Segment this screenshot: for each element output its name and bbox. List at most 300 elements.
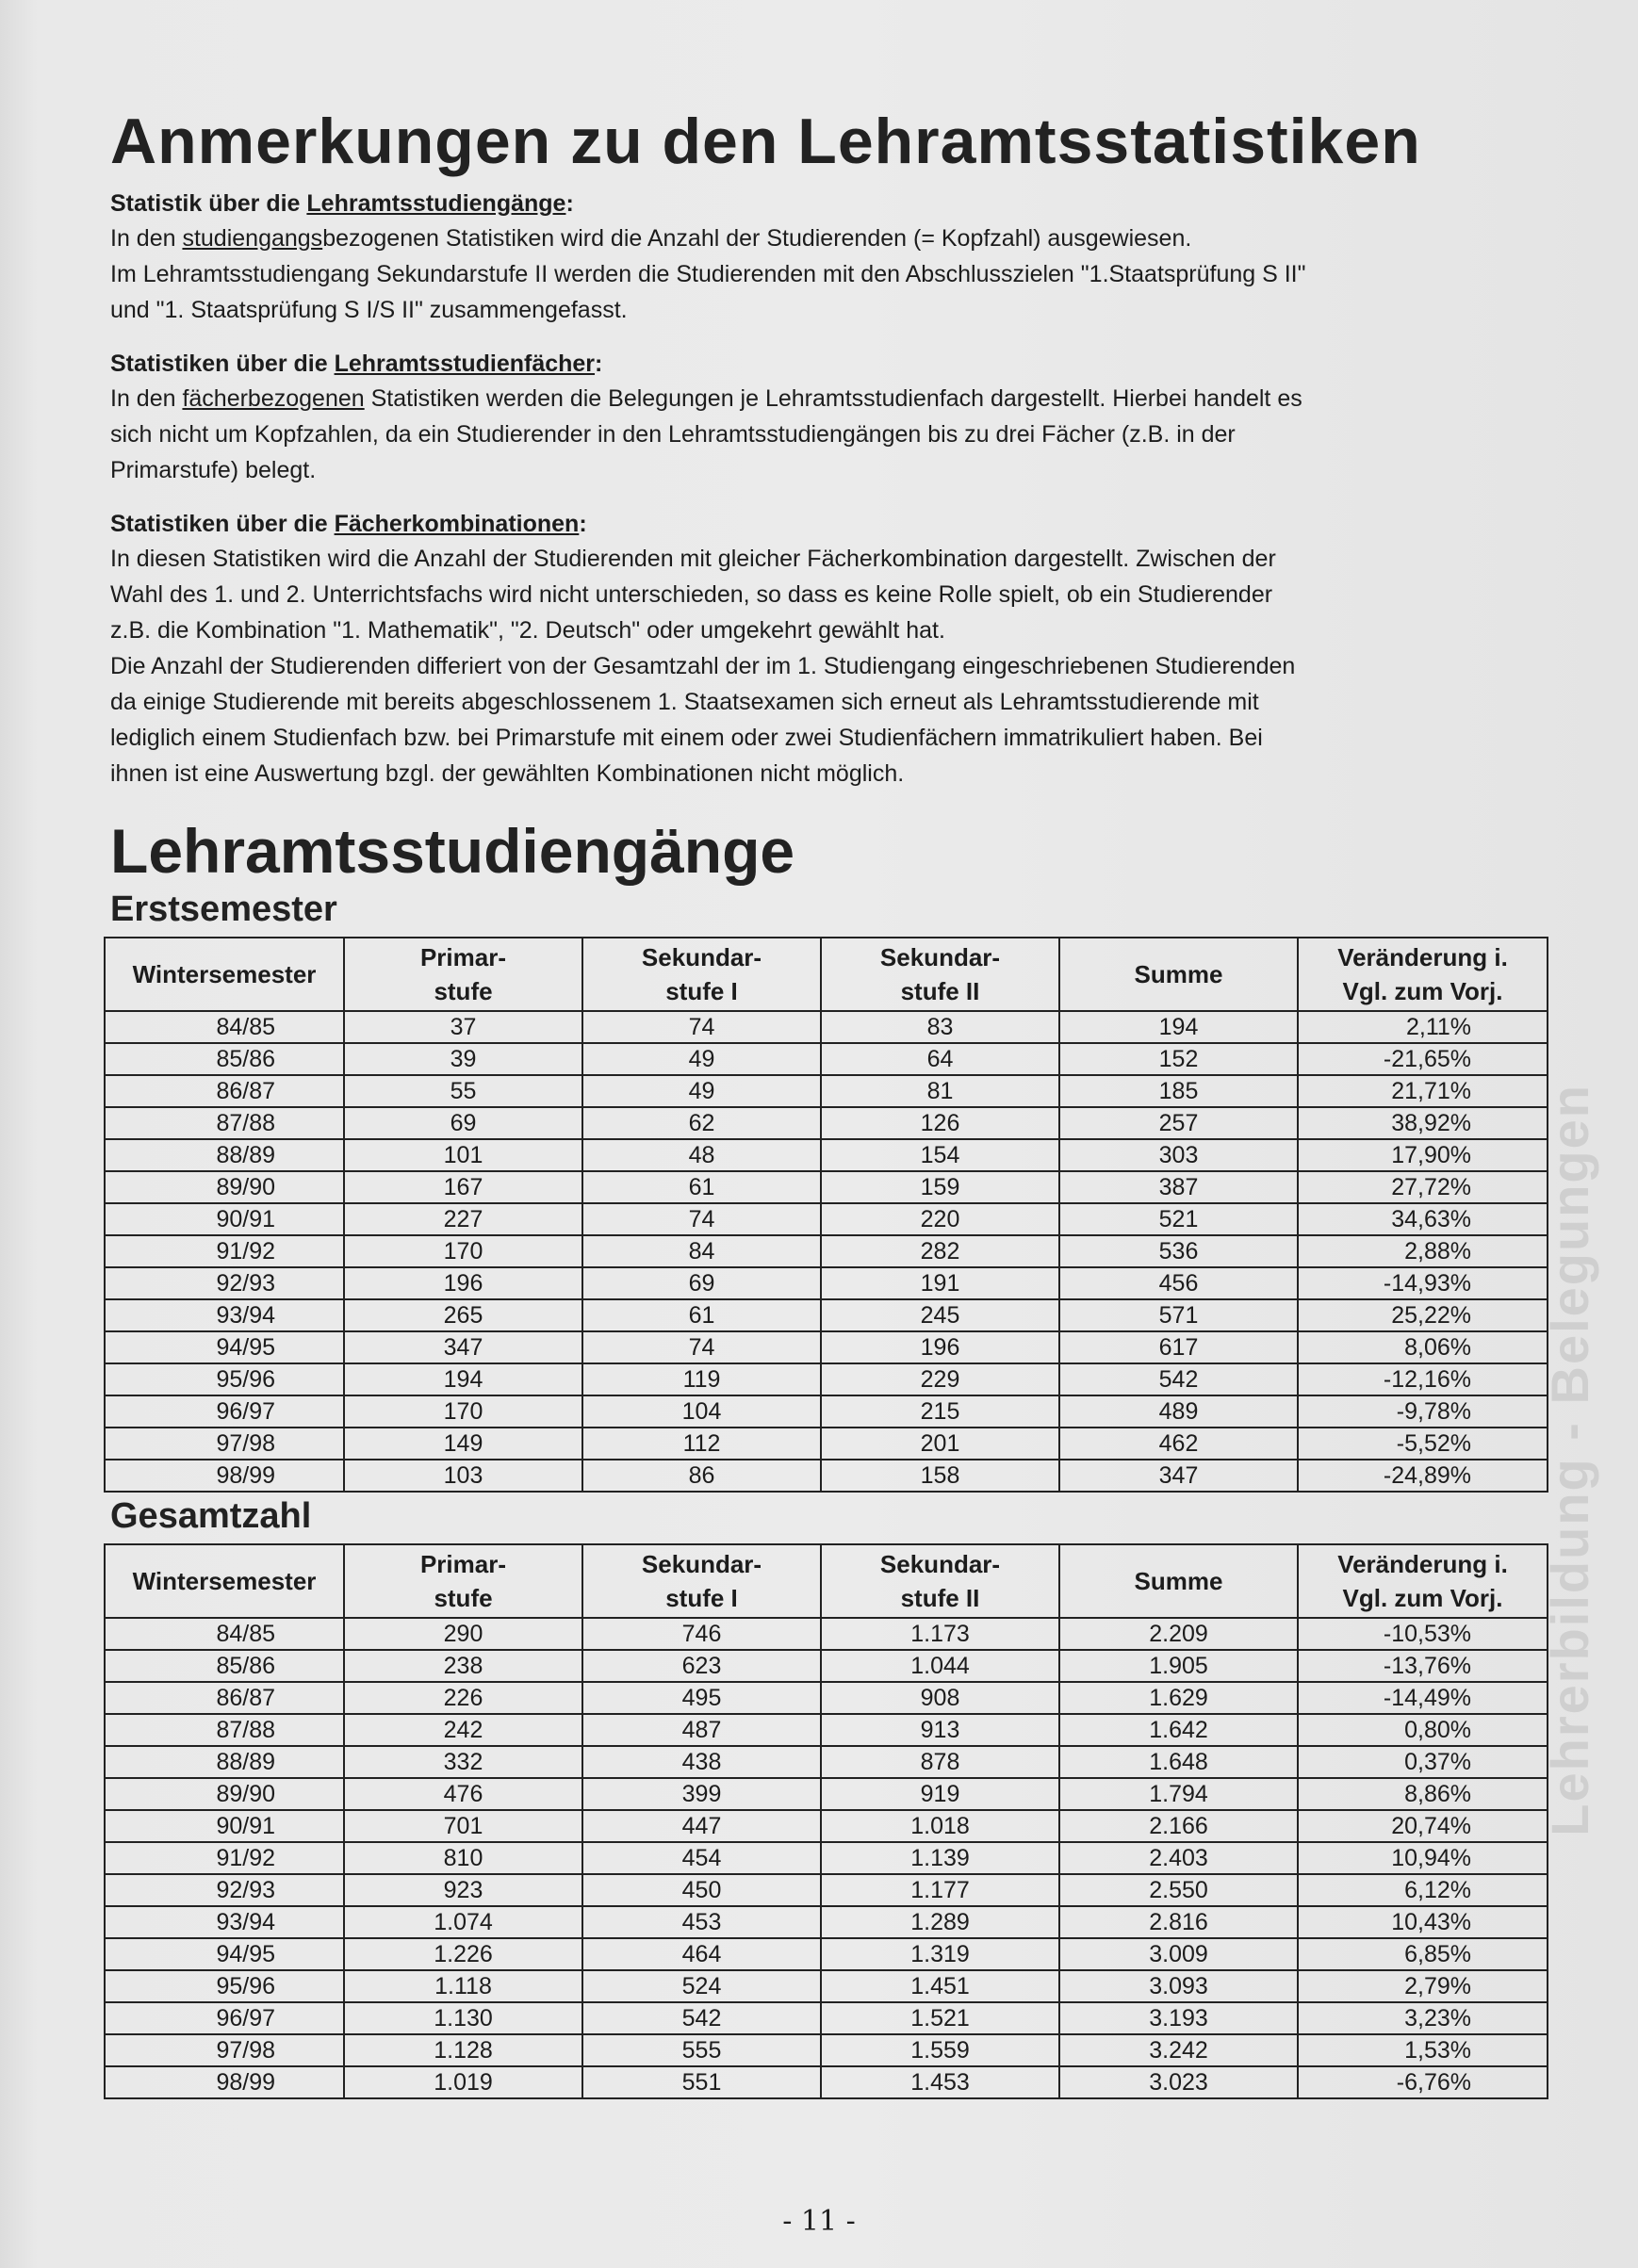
primarstufe-cell: 101 <box>344 1139 582 1171</box>
header-label: Vgl. zum Vorj. <box>1342 1584 1503 1612</box>
header-wintersemester <box>105 1544 344 1618</box>
semester-cell: 92/93 <box>105 1267 344 1299</box>
header-label: stufe <box>434 977 493 1005</box>
header-label: Vgl. zum Vorj. <box>1342 977 1503 1005</box>
data-table <box>104 937 1548 1493</box>
veraenderung-cell: 0,37% <box>1298 1746 1548 1778</box>
semester-cell: 95/96 <box>105 1970 344 2002</box>
primarstufe-cell: 923 <box>344 1874 582 1906</box>
sekundarstufe-2-cell: 1.453 <box>821 2066 1059 2098</box>
sekundarstufe-1-cell: 623 <box>582 1650 821 1682</box>
veraenderung-cell: -6,76% <box>1298 2066 1548 2098</box>
primarstufe-cell: 476 <box>344 1778 582 1810</box>
veraenderung-cell: 34,63% <box>1298 1203 1548 1235</box>
header-label: Sekundar- <box>879 943 1001 971</box>
note-text: In diesen Statistiken wird die Anzahl der Studierenden mit gleicher Fächerkombination dargestellt. Zwischen der <box>110 546 1276 572</box>
summe-cell: 1.794 <box>1059 1778 1298 1810</box>
table-wrapper <box>110 937 1552 1493</box>
veraenderung-cell: -24,89% <box>1298 1460 1548 1492</box>
veraenderung-cell: -5,52% <box>1298 1428 1548 1460</box>
veraenderung-cell: -14,49% <box>1298 1682 1548 1714</box>
header-sekundarstufe-2 <box>821 938 1059 1011</box>
note-line <box>110 452 1552 488</box>
note-line <box>110 220 1552 256</box>
page-number: - 11 - <box>782 2205 856 2238</box>
note-section <box>110 347 1552 488</box>
summe-cell: 1.629 <box>1059 1682 1298 1714</box>
sekundarstufe-2-cell: 919 <box>821 1778 1059 1810</box>
sekundarstufe-2-cell: 191 <box>821 1267 1059 1299</box>
data-table <box>104 1543 1548 2099</box>
sekundarstufe-2-cell: 1.451 <box>821 1970 1059 2002</box>
bleed-through-text: Lehrerbildung - Belegungen <box>1540 1084 1599 1836</box>
header-label: Wintersemester <box>132 960 317 988</box>
table-row <box>105 1171 1548 1203</box>
summe-cell: 2.166 <box>1059 1810 1298 1842</box>
primarstufe-cell: 1.226 <box>344 1938 582 1970</box>
note-section <box>110 187 1552 328</box>
table-row <box>105 1075 1548 1107</box>
sekundarstufe-1-cell: 74 <box>582 1331 821 1363</box>
summe-cell: 536 <box>1059 1235 1298 1267</box>
header-summe <box>1059 938 1298 1011</box>
sekundarstufe-2-cell: 1.319 <box>821 1938 1059 1970</box>
summe-cell: 185 <box>1059 1075 1298 1107</box>
note-heading <box>110 347 1552 381</box>
sekundarstufe-2-cell: 158 <box>821 1460 1059 1492</box>
note-line <box>110 256 1552 292</box>
primarstufe-cell: 1.130 <box>344 2002 582 2034</box>
semester-cell: 93/94 <box>105 1299 344 1331</box>
semester-cell: 87/88 <box>105 1107 344 1139</box>
header-label: stufe II <box>900 977 980 1005</box>
table-row <box>105 1906 1548 1938</box>
summe-cell: 571 <box>1059 1299 1298 1331</box>
sekundarstufe-1-cell: 555 <box>582 2034 821 2066</box>
table-row <box>105 1650 1548 1682</box>
sekundarstufe-1-cell: 112 <box>582 1428 821 1460</box>
note-line <box>110 577 1552 612</box>
note-text: In den <box>110 225 183 252</box>
sekundarstufe-2-cell: 1.044 <box>821 1650 1059 1682</box>
note-line <box>110 684 1552 720</box>
primarstufe-cell: 701 <box>344 1810 582 1842</box>
header-row <box>105 1544 1548 1618</box>
semester-cell: 84/85 <box>105 1011 344 1043</box>
semester-cell: 85/86 <box>105 1650 344 1682</box>
sekundarstufe-2-cell: 1.521 <box>821 2002 1059 2034</box>
semester-cell: 87/88 <box>105 1714 344 1746</box>
header-label: stufe II <box>900 1584 980 1612</box>
veraenderung-cell: 8,06% <box>1298 1331 1548 1363</box>
summe-cell: 152 <box>1059 1043 1298 1075</box>
note-heading-suffix: : <box>579 511 587 537</box>
veraenderung-cell: -13,76% <box>1298 1650 1548 1682</box>
header-label: Sekundar- <box>641 1550 762 1578</box>
semester-cell: 97/98 <box>105 1428 344 1460</box>
semester-cell: 91/92 <box>105 1235 344 1267</box>
primarstufe-cell: 55 <box>344 1075 582 1107</box>
summe-cell: 542 <box>1059 1363 1298 1395</box>
table-row <box>105 1874 1548 1906</box>
note-line <box>110 541 1552 577</box>
primarstufe-cell: 1.019 <box>344 2066 582 2098</box>
sekundarstufe-2-cell: 1.559 <box>821 2034 1059 2066</box>
summe-cell: 2.550 <box>1059 1874 1298 1906</box>
semester-cell: 96/97 <box>105 1395 344 1428</box>
table-row <box>105 1107 1548 1139</box>
sekundarstufe-2-cell: 83 <box>821 1011 1059 1043</box>
section-title: Lehramtsstudiengänge <box>110 816 795 886</box>
note-heading <box>110 187 1552 220</box>
note-text-underlined: studiengangs <box>182 225 323 252</box>
veraenderung-cell: -9,78% <box>1298 1395 1548 1428</box>
veraenderung-cell: -12,16% <box>1298 1363 1548 1395</box>
table-row <box>105 1842 1548 1874</box>
sekundarstufe-2-cell: 229 <box>821 1363 1059 1395</box>
veraenderung-cell: -10,53% <box>1298 1618 1548 1650</box>
sekundarstufe-1-cell: 542 <box>582 2002 821 2034</box>
sekundarstufe-1-cell: 119 <box>582 1363 821 1395</box>
note-line <box>110 416 1552 452</box>
semester-cell: 92/93 <box>105 1874 344 1906</box>
veraenderung-cell: 21,71% <box>1298 1075 1548 1107</box>
table-row <box>105 1714 1548 1746</box>
sekundarstufe-2-cell: 220 <box>821 1203 1059 1235</box>
semester-cell: 88/89 <box>105 1746 344 1778</box>
sekundarstufe-1-cell: 524 <box>582 1970 821 2002</box>
header-label: stufe I <box>665 977 738 1005</box>
table-row <box>105 1618 1548 1650</box>
veraenderung-cell: -21,65% <box>1298 1043 1548 1075</box>
summe-cell: 1.905 <box>1059 1650 1298 1682</box>
sekundarstufe-2-cell: 1.139 <box>821 1842 1059 1874</box>
header-label: Summe <box>1134 1567 1223 1595</box>
table-row <box>105 1938 1548 1970</box>
semester-cell: 91/92 <box>105 1842 344 1874</box>
veraenderung-cell: 0,80% <box>1298 1714 1548 1746</box>
note-heading-underlined: Lehramtsstudienfächer <box>334 351 596 377</box>
primarstufe-cell: 265 <box>344 1299 582 1331</box>
summe-cell: 3.242 <box>1059 2034 1298 2066</box>
primarstufe-cell: 196 <box>344 1267 582 1299</box>
note-text: In den <box>110 385 183 412</box>
sekundarstufe-1-cell: 49 <box>582 1075 821 1107</box>
note-heading-prefix: Statistik über die <box>110 190 307 217</box>
summe-cell: 521 <box>1059 1203 1298 1235</box>
primarstufe-cell: 226 <box>344 1682 582 1714</box>
veraenderung-cell: 2,79% <box>1298 1970 1548 2002</box>
table-header <box>105 1544 1548 1618</box>
table-row <box>105 1970 1548 2002</box>
primarstufe-cell: 69 <box>344 1107 582 1139</box>
sekundarstufe-1-cell: 74 <box>582 1011 821 1043</box>
primarstufe-cell: 194 <box>344 1363 582 1395</box>
sekundarstufe-1-cell: 62 <box>582 1107 821 1139</box>
primarstufe-cell: 1.128 <box>344 2034 582 2066</box>
sekundarstufe-2-cell: 64 <box>821 1043 1059 1075</box>
header-label: Sekundar- <box>641 943 762 971</box>
tables <box>110 886 1552 2099</box>
summe-cell: 194 <box>1059 1011 1298 1043</box>
note-heading-suffix: : <box>595 351 603 377</box>
sekundarstufe-2-cell: 1.177 <box>821 1874 1059 1906</box>
veraenderung-cell: -14,93% <box>1298 1267 1548 1299</box>
veraenderung-cell: 20,74% <box>1298 1810 1548 1842</box>
table-header <box>105 938 1548 1011</box>
summe-cell: 617 <box>1059 1331 1298 1363</box>
sekundarstufe-1-cell: 49 <box>582 1043 821 1075</box>
primarstufe-cell: 810 <box>344 1842 582 1874</box>
sekundarstufe-2-cell: 1.289 <box>821 1906 1059 1938</box>
primarstufe-cell: 37 <box>344 1011 582 1043</box>
header-wintersemester <box>105 938 344 1011</box>
header-label: stufe <box>434 1584 493 1612</box>
sekundarstufe-2-cell: 245 <box>821 1299 1059 1331</box>
table-row <box>105 1746 1548 1778</box>
semester-cell: 98/99 <box>105 2066 344 2098</box>
summe-cell: 3.093 <box>1059 1970 1298 2002</box>
sekundarstufe-1-cell: 464 <box>582 1938 821 1970</box>
sekundarstufe-1-cell: 61 <box>582 1299 821 1331</box>
header-label: Veränderung i. <box>1337 1550 1508 1578</box>
veraenderung-cell: 2,11% <box>1298 1011 1548 1043</box>
primarstufe-cell: 170 <box>344 1235 582 1267</box>
sekundarstufe-1-cell: 551 <box>582 2066 821 2098</box>
sekundarstufe-2-cell: 282 <box>821 1235 1059 1267</box>
semester-cell: 96/97 <box>105 2002 344 2034</box>
sekundarstufe-1-cell: 495 <box>582 1682 821 1714</box>
primarstufe-cell: 103 <box>344 1460 582 1492</box>
header-sekundarstufe-1 <box>582 1544 821 1618</box>
sekundarstufe-1-cell: 69 <box>582 1267 821 1299</box>
table-row <box>105 1139 1548 1171</box>
sekundarstufe-2-cell: 1.173 <box>821 1618 1059 1650</box>
table-row <box>105 1011 1548 1043</box>
veraenderung-cell: 10,43% <box>1298 1906 1548 1938</box>
semester-cell: 94/95 <box>105 1331 344 1363</box>
primarstufe-cell: 1.074 <box>344 1906 582 1938</box>
semester-cell: 88/89 <box>105 1139 344 1171</box>
summe-cell: 456 <box>1059 1267 1298 1299</box>
sekundarstufe-1-cell: 84 <box>582 1235 821 1267</box>
note-text: Im Lehramtsstudiengang Sekundarstufe II werden die Studierenden mit den Abschlusszielen "1.Staatsprüfung S II" <box>110 261 1306 287</box>
veraenderung-cell: 27,72% <box>1298 1171 1548 1203</box>
sekundarstufe-2-cell: 201 <box>821 1428 1059 1460</box>
summe-cell: 387 <box>1059 1171 1298 1203</box>
semester-cell: 89/90 <box>105 1778 344 1810</box>
veraenderung-cell: 2,88% <box>1298 1235 1548 1267</box>
summe-cell: 462 <box>1059 1428 1298 1460</box>
sekundarstufe-1-cell: 454 <box>582 1842 821 1874</box>
header-label: Primar- <box>419 1550 507 1578</box>
sekundarstufe-2-cell: 196 <box>821 1331 1059 1363</box>
summe-cell: 2.209 <box>1059 1618 1298 1650</box>
sekundarstufe-1-cell: 450 <box>582 1874 821 1906</box>
header-row <box>105 938 1548 1011</box>
primarstufe-cell: 238 <box>344 1650 582 1682</box>
header-veraenderung <box>1298 938 1548 1011</box>
note-text: lediglich einem Studienfach bzw. bei Primarstufe mit einem oder zwei Studienfächern immatrikuliert haben. Bei <box>110 725 1263 751</box>
note-text: Primarstufe) belegt. <box>110 457 317 483</box>
table-row <box>105 2034 1548 2066</box>
header-summe <box>1059 1544 1298 1618</box>
summe-cell: 2.816 <box>1059 1906 1298 1938</box>
header-primarstufe <box>344 1544 582 1618</box>
summe-cell: 3.009 <box>1059 1938 1298 1970</box>
table-row <box>105 2066 1548 2098</box>
table-row <box>105 1460 1548 1492</box>
header-veraenderung <box>1298 1544 1548 1618</box>
table-row <box>105 1363 1548 1395</box>
sekundarstufe-1-cell: 61 <box>582 1171 821 1203</box>
sekundarstufe-1-cell: 48 <box>582 1139 821 1171</box>
note-heading-underlined: Fächerkombinationen <box>334 511 580 537</box>
primarstufe-cell: 290 <box>344 1618 582 1650</box>
note-section <box>110 507 1552 791</box>
header-label: Summe <box>1134 960 1223 988</box>
note-text-underlined: fächerbezogenen <box>182 385 365 412</box>
note-text: und "1. Staatsprüfung S I/S II" zusammengefasst. <box>110 297 628 323</box>
sekundarstufe-1-cell: 438 <box>582 1746 821 1778</box>
table-row <box>105 1810 1548 1842</box>
note-text: bezogenen Statistiken wird die Anzahl der Studierenden (= Kopfzahl) ausgewiesen. <box>322 225 1192 252</box>
primarstufe-cell: 1.118 <box>344 1970 582 2002</box>
semester-cell: 90/91 <box>105 1810 344 1842</box>
note-heading-prefix: Statistiken über die <box>110 511 335 537</box>
veraenderung-cell: 3,23% <box>1298 2002 1548 2034</box>
note-text: sich nicht um Kopfzahlen, da ein Studierender in den Lehramtsstudiengängen bis zu drei Fächer (z.B. in der <box>110 421 1236 448</box>
table-row <box>105 1299 1548 1331</box>
header-label: Veränderung i. <box>1337 943 1508 971</box>
semester-cell: 86/87 <box>105 1682 344 1714</box>
primarstufe-cell: 170 <box>344 1395 582 1428</box>
note-text: da einige Studierende mit bereits abgeschlossenem 1. Staatsexamen sich erneut als Lehramtsstudierende mit <box>110 689 1259 715</box>
veraenderung-cell: 6,12% <box>1298 1874 1548 1906</box>
veraenderung-cell: 10,94% <box>1298 1842 1548 1874</box>
primarstufe-cell: 332 <box>344 1746 582 1778</box>
summe-cell: 3.193 <box>1059 2002 1298 2034</box>
table-row <box>105 1043 1548 1075</box>
veraenderung-cell: 1,53% <box>1298 2034 1548 2066</box>
note-text: z.B. die Kombination "1. Mathematik", "2. Deutsch" oder umgekehrt gewählt hat. <box>110 617 945 644</box>
sekundarstufe-2-cell: 81 <box>821 1075 1059 1107</box>
sekundarstufe-1-cell: 453 <box>582 1906 821 1938</box>
table-row <box>105 1428 1548 1460</box>
summe-cell: 1.648 <box>1059 1746 1298 1778</box>
note-line <box>110 292 1552 328</box>
header-primarstufe <box>344 938 582 1011</box>
note-line <box>110 612 1552 648</box>
summe-cell: 1.642 <box>1059 1714 1298 1746</box>
note-line <box>110 381 1552 416</box>
header-label: Sekundar- <box>879 1550 1001 1578</box>
semester-cell: 85/86 <box>105 1043 344 1075</box>
primarstufe-cell: 347 <box>344 1331 582 1363</box>
sekundarstufe-1-cell: 487 <box>582 1714 821 1746</box>
semester-cell: 94/95 <box>105 1938 344 1970</box>
table-body <box>105 1618 1548 2098</box>
summe-cell: 303 <box>1059 1139 1298 1171</box>
semester-cell: 86/87 <box>105 1075 344 1107</box>
sekundarstufe-2-cell: 1.018 <box>821 1810 1059 1842</box>
header-sekundarstufe-2 <box>821 1544 1059 1618</box>
note-heading-suffix: : <box>565 190 574 217</box>
semester-cell: 90/91 <box>105 1203 344 1235</box>
content <box>110 104 1552 2099</box>
table-row <box>105 1235 1548 1267</box>
note-text: ihnen ist eine Auswertung bzgl. der gewählten Kombinationen nicht möglich. <box>110 760 905 787</box>
veraenderung-cell: 17,90% <box>1298 1139 1548 1171</box>
primarstufe-cell: 242 <box>344 1714 582 1746</box>
note-line <box>110 756 1552 791</box>
page-heading: Anmerkungen zu den Lehramtsstatistiken <box>110 106 1421 177</box>
table-title: Gesamtzahl <box>110 1496 312 1536</box>
primarstufe-cell: 149 <box>344 1428 582 1460</box>
sekundarstufe-1-cell: 86 <box>582 1460 821 1492</box>
semester-cell: 89/90 <box>105 1171 344 1203</box>
sekundarstufe-1-cell: 447 <box>582 1810 821 1842</box>
sekundarstufe-1-cell: 104 <box>582 1395 821 1428</box>
veraenderung-cell: 25,22% <box>1298 1299 1548 1331</box>
table-row <box>105 1331 1548 1363</box>
primarstufe-cell: 167 <box>344 1171 582 1203</box>
note-heading <box>110 507 1552 541</box>
note-text: Wahl des 1. und 2. Unterrichtsfachs wird nicht unterschieden, so dass es keine Rolle spielt, ob ein Studierender <box>110 581 1273 608</box>
notes <box>110 187 1552 791</box>
summe-cell: 257 <box>1059 1107 1298 1139</box>
note-text: Die Anzahl der Studierenden differiert von der Gesamtzahl der im 1. Studiengang eingeschriebenen Studierenden <box>110 653 1296 679</box>
sekundarstufe-2-cell: 154 <box>821 1139 1059 1171</box>
table-row <box>105 1682 1548 1714</box>
summe-cell: 2.403 <box>1059 1842 1298 1874</box>
table-row <box>105 1267 1548 1299</box>
table-title: Erstsemester <box>110 889 337 929</box>
sekundarstufe-1-cell: 746 <box>582 1618 821 1650</box>
semester-cell: 93/94 <box>105 1906 344 1938</box>
note-text: Statistiken werden die Belegungen je Lehramtsstudienfach dargestellt. Hierbei handelt es <box>364 385 1302 412</box>
sekundarstufe-1-cell: 74 <box>582 1203 821 1235</box>
veraenderung-cell: 8,86% <box>1298 1778 1548 1810</box>
header-label: Primar- <box>419 943 507 971</box>
semester-cell: 95/96 <box>105 1363 344 1395</box>
note-line <box>110 648 1552 684</box>
sekundarstufe-2-cell: 215 <box>821 1395 1059 1428</box>
header-label: Wintersemester <box>132 1567 317 1595</box>
note-heading-prefix: Statistiken über die <box>110 351 335 377</box>
table-row <box>105 1395 1548 1428</box>
summe-cell: 489 <box>1059 1395 1298 1428</box>
summe-cell: 3.023 <box>1059 2066 1298 2098</box>
primarstufe-cell: 227 <box>344 1203 582 1235</box>
sekundarstufe-2-cell: 908 <box>821 1682 1059 1714</box>
table-wrapper <box>110 1543 1552 2099</box>
header-label: stufe I <box>665 1584 738 1612</box>
semester-cell: 84/85 <box>105 1618 344 1650</box>
sekundarstufe-2-cell: 878 <box>821 1746 1059 1778</box>
sekundarstufe-2-cell: 159 <box>821 1171 1059 1203</box>
header-sekundarstufe-1 <box>582 938 821 1011</box>
note-heading-underlined: Lehramtsstudiengänge <box>306 190 566 217</box>
sekundarstufe-1-cell: 399 <box>582 1778 821 1810</box>
table-row <box>105 1203 1548 1235</box>
table-row <box>105 2002 1548 2034</box>
veraenderung-cell: 38,92% <box>1298 1107 1548 1139</box>
table-row <box>105 1778 1548 1810</box>
note-line <box>110 720 1552 756</box>
veraenderung-cell: 6,85% <box>1298 1938 1548 1970</box>
sekundarstufe-2-cell: 913 <box>821 1714 1059 1746</box>
